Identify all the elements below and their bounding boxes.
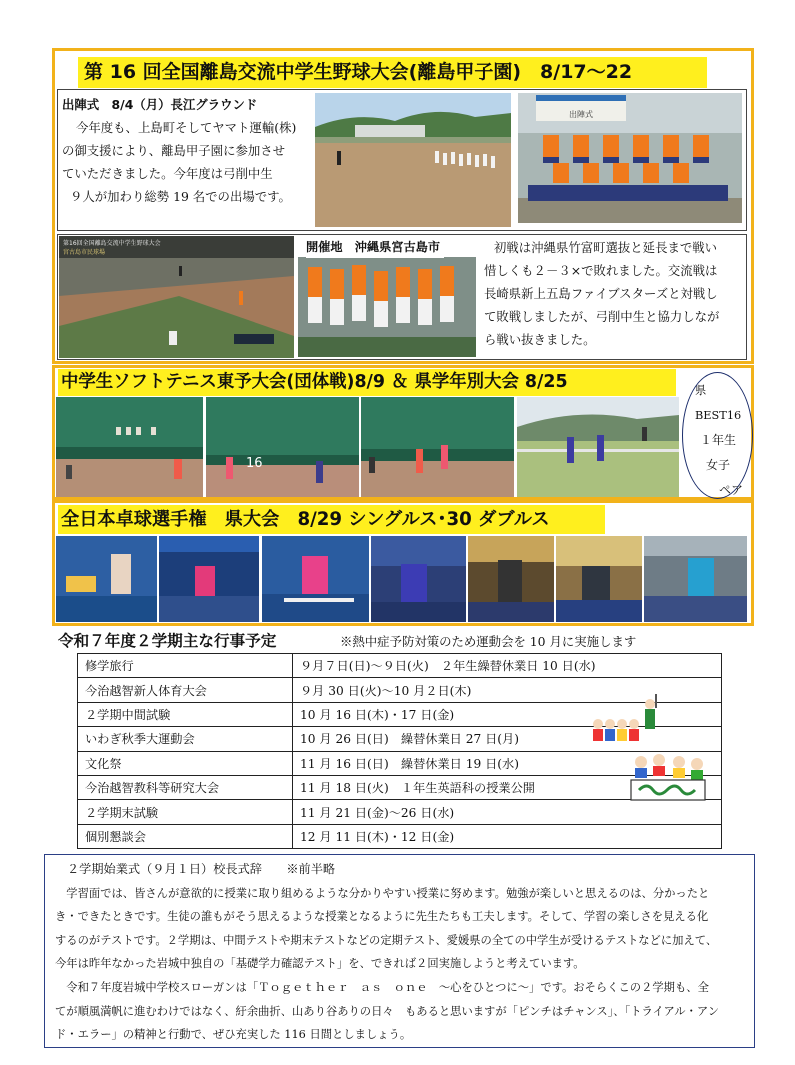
ceremony-line: ９人が加わり総勢 19 名での出場です。 <box>70 189 291 204</box>
result-girls: 女子 <box>706 458 731 472</box>
tv-caption: 第16回全国離島交流中学生野球大会 <box>63 240 161 247</box>
tabletennis-photo-7 <box>644 536 747 622</box>
event-cell: 文化祭 <box>78 751 293 775</box>
tabletennis-title: 全日本卓球選手権 県大会 8/29 シングルス･30 ダブルス <box>58 505 605 534</box>
tv-sub: 宮古島市民球場 <box>63 249 106 256</box>
result-best16: 県 BEST16 <box>695 384 742 422</box>
table-row <box>78 800 722 824</box>
speech-line: するのがテストです。２学期は、中間テストや期末テストなどの定期テスト、愛媛県の全ての中学生が受けるテストなどに加えて、 <box>55 933 718 947</box>
date-cell: ９月７日(日)～９日(火) ２年生繰替休業日 10 日(水) <box>293 654 722 678</box>
game-broadcast-photo <box>59 236 294 358</box>
schedule-table <box>77 653 722 849</box>
tabletennis-photo-2 <box>159 536 259 622</box>
tennis-photo-4 <box>517 397 679 497</box>
tabletennis-photo-5 <box>468 536 554 622</box>
table-row <box>78 775 722 799</box>
schedule-title: 令和７年度２学期主な行事予定 <box>58 632 277 650</box>
speech-line: 学習面では、皆さんが意欲的に授業に取り組めるような分かりやすい授業に努めます。勉強が楽しいと思えるのは、分かったと <box>55 886 710 900</box>
team-standing-photo <box>298 257 476 357</box>
tabletennis-photo-3 <box>262 536 369 622</box>
tennis-result-text <box>688 378 750 503</box>
result-line: て敗戦しましたが、弓削中生と協力しなが <box>484 309 720 324</box>
date-cell: 11 月 21 日(金)～26 日(水) <box>293 800 722 824</box>
event-cell: ２学期末試験 <box>78 800 293 824</box>
result-pair: ペア <box>719 483 744 497</box>
event-cell: いわぎ秋季大運動会 <box>78 727 293 751</box>
date-cell: 10 月 16 日(木)・17 日(金) <box>293 702 722 726</box>
speech-line: てが順風満帆に進むわけではなく、紆余曲折、山あり谷ありの日々 もあると思いますが「ピンチはチャンス」、「トライアル・アン <box>55 1004 720 1018</box>
result-line: 初戦は沖縄県竹富町選抜と延長まで戦い <box>494 240 718 255</box>
speech-line: き・できたときです。生徒の誰もがそう思えるような授業となるように先生たちも工夫します。そして、学習の楽しさを見える化 <box>55 910 709 924</box>
ceremony-text <box>62 93 314 208</box>
result-grade: １年生 <box>700 433 737 447</box>
result-line: 長崎県新上五島ファイブスターズと対戦し <box>484 286 718 301</box>
event-cell: ２学期中間試験 <box>78 702 293 726</box>
tabletennis-photo-1 <box>56 536 157 622</box>
date-cell: ９月 30 日(火)～10 月２日(木) <box>293 678 722 702</box>
event-cell: 修学旅行 <box>78 654 293 678</box>
team-group-photo <box>518 93 742 223</box>
tennis-title: 中学生ソフトテニス東予大会(団体戦)8/9 ＆ 県学年別大会 8/25 <box>58 369 676 396</box>
principal-speech-box <box>44 854 755 1048</box>
sports-day-illustration <box>588 692 666 750</box>
ceremony-field-photo <box>315 93 511 227</box>
result-text <box>484 236 746 351</box>
venue-label: 開催地 沖縄県宮古島市 <box>306 236 444 258</box>
scoreboard-number: 16 <box>246 456 263 471</box>
culture-festival-illustration <box>627 752 709 804</box>
ceremony-line: 今年度も、上島町そしてヤマト運輸(株) <box>76 120 297 135</box>
island-koshien-title: 第 16 回全国離島交流中学生野球大会(離島甲子園) 8/17～22 <box>78 57 707 88</box>
tennis-photo-1 <box>56 397 203 497</box>
table-row <box>78 654 722 678</box>
table-row <box>78 751 722 775</box>
event-cell: 今治越智新人体育大会 <box>78 678 293 702</box>
ceremony-heading: 出陣式 8/4（月）長江グラウンド <box>62 97 258 112</box>
schedule-note: ※熱中症予防対策のため運動会を 10 月に実施します <box>340 634 637 649</box>
date-cell: 10 月 26 日(日) 繰替休業日 27 日(月) <box>293 727 722 751</box>
tabletennis-photo-6 <box>556 536 642 622</box>
date-cell: 11 月 18 日(火) １年生英語科の授業公開 <box>293 775 722 799</box>
speech-line: 令和７年度岩城中学校スローガンは「Ｔｏｇｅｔｈｅｒ ａｓ ｏｎｅ ～心をひとつに～」です。おそらくこの２学期も、全 <box>55 980 709 994</box>
banner-text: 出陣式 <box>569 110 593 119</box>
tennis-photo-3 <box>361 397 514 497</box>
event-cell: 個別懇談会 <box>78 824 293 848</box>
tennis-photo-2 <box>206 397 359 497</box>
ceremony-line: ていただきました。今年度は弓削中生 <box>62 166 273 181</box>
tabletennis-photo-4 <box>371 536 466 622</box>
date-cell: 12 月 11 日(木)・12 日(金) <box>293 824 722 848</box>
event-cell: 今治越智教科等研究大会 <box>78 775 293 799</box>
result-line: 惜しくも２－３×で敗れました。交流戦は <box>484 263 718 278</box>
table-row <box>78 824 722 848</box>
speech-line: ド・エラー」の精神と行動で、ぜひ充実した 116 日間としましょう。 <box>55 1028 412 1042</box>
ceremony-line: の御支援により、離島甲子園に参加させ <box>62 143 286 158</box>
date-cell: 11 月 16 日(日) 繰替休業日 19 日(水) <box>293 751 722 775</box>
speech-line: 今年は昨年なかった岩城中独自の「基礎学力確認テスト」を、できれば２回実施しようと考えています。 <box>55 957 585 971</box>
result-line: ら戦い抜きました。 <box>484 332 596 347</box>
speech-heading: ２学期始業式（９月１日）校長式辞 ※前半略 <box>67 862 336 876</box>
